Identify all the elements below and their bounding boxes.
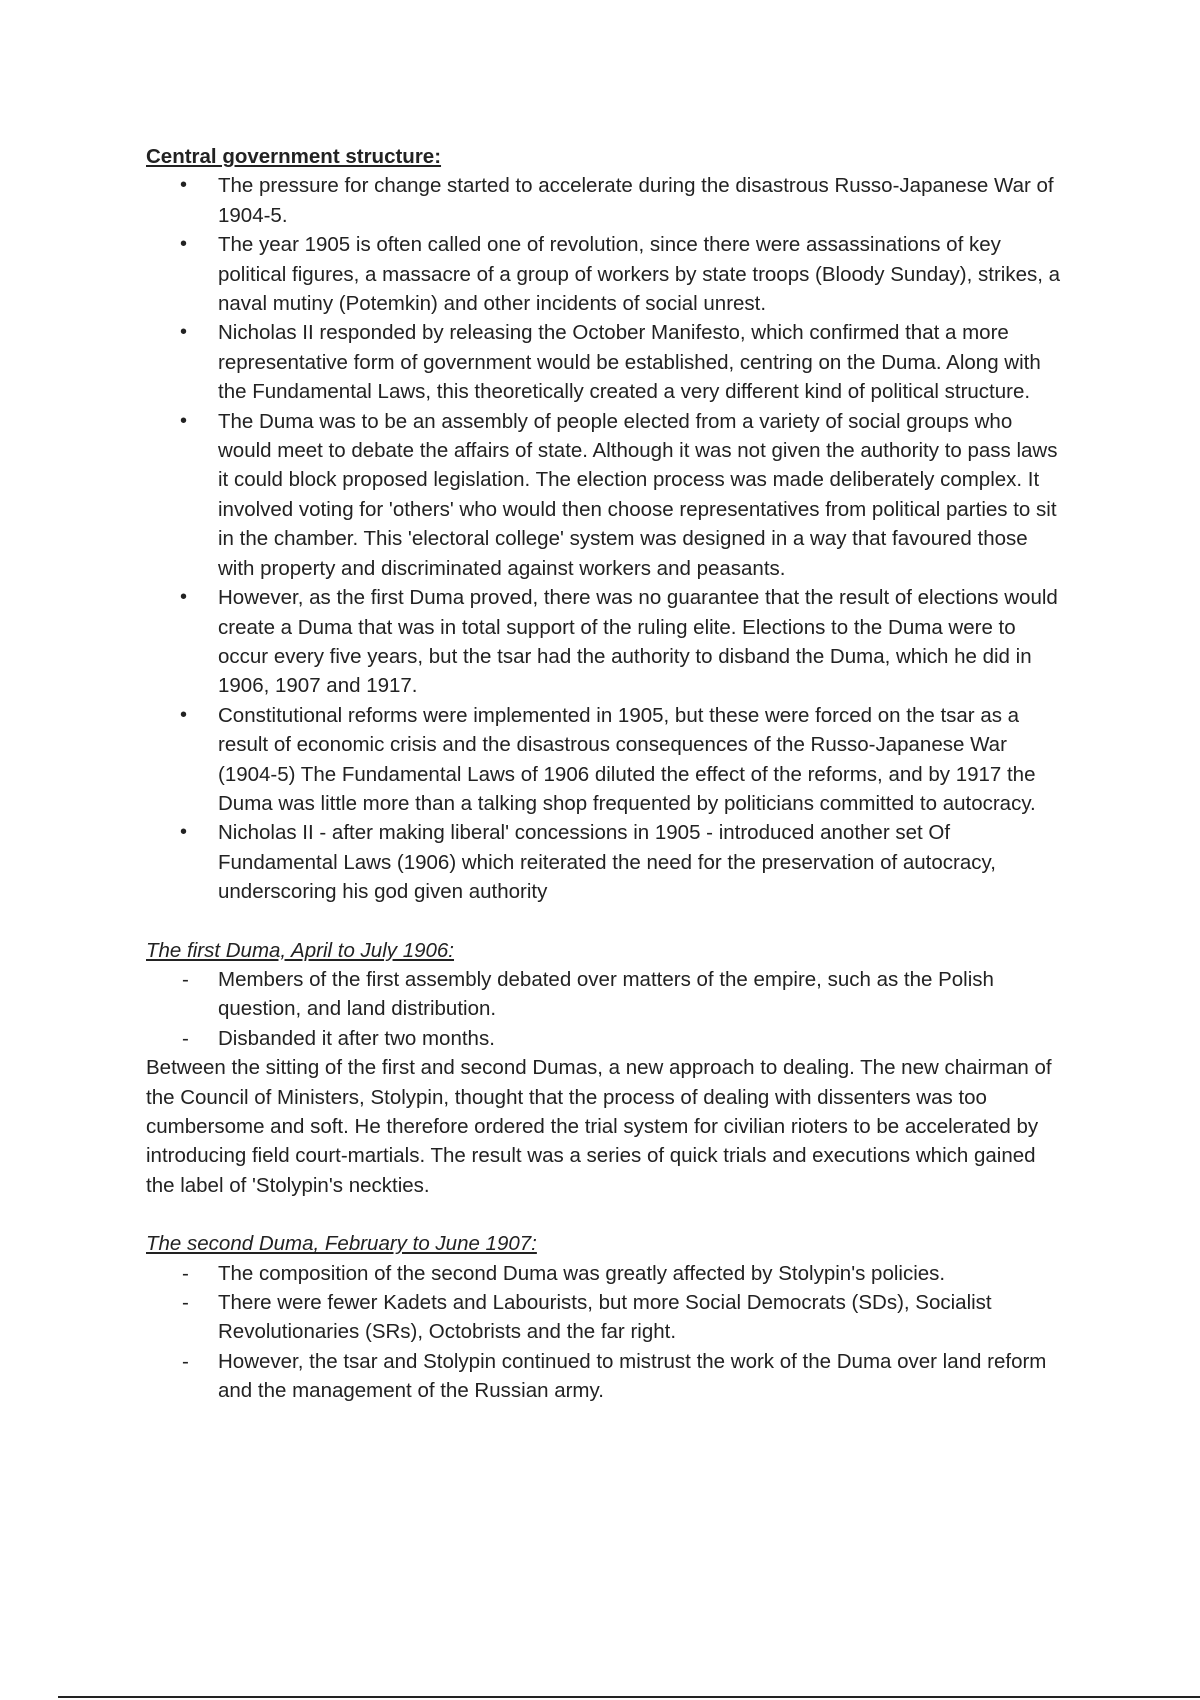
page-bottom-divider	[58, 1696, 1200, 1698]
list-item: • Constitutional reforms were implemented in 1905, but these were forced on the tsar as a result of economic crisis and the disastrous consequences of the Russo-Japanese War (1904-5) The Fundamental Laws of 1906 diluted the effect of the reforms, and by 1917 the Duma was little more than a talking shop frequented by politicians committed to autocracy.	[146, 701, 1066, 819]
list-item: - Members of the first assembly debated over matters of the empire, such as the Polish question, and land distribution.	[146, 965, 1066, 1024]
list-item: • The year 1905 is often called one of revolution, since there were assassinations of key political figures, a massacre of a group of workers by state troops (Bloody Sunday), strikes, a naval mutiny (Potemkin) and other incidents of social unrest.	[146, 230, 1066, 318]
first-duma-list	[146, 965, 1066, 1053]
list-item: • However, as the first Duma proved, there was no guarantee that the result of elections would create a Duma that was in total support of the ruling elite. Elections to the Duma were to occur every five years, but the tsar had the authority to disband the Duma, which he did in 1906, 1907 and 1917.	[146, 583, 1066, 701]
first-duma-heading: The first Duma, April to July 1906:	[146, 938, 455, 962]
second-duma-heading: The second Duma, February to June 1907:	[146, 1232, 537, 1256]
spacer	[146, 907, 1066, 936]
list-item: - Disbanded it after two months.	[146, 1024, 1066, 1053]
document-page	[146, 142, 1066, 1406]
central-government-list	[146, 171, 1066, 906]
second-duma-list	[146, 1259, 1066, 1406]
list-item: • Nicholas II responded by releasing the October Manifesto, which confirmed that a more representative form of government would be established, centring on the Duma. Along with the Fundamental Laws, this theoretically created a very different kind of political structure.	[146, 318, 1066, 406]
list-item: • The Duma was to be an assembly of people elected from a variety of social groups who would meet to debate the affairs of state. Although it was not given the authority to pass laws it could block proposed legislation. The election process was made deliberately complex. It involved voting for 'others' who would then choose representatives from political parties to sit in the chamber. This 'electoral college' system was designed in a way that favoured those with property and discriminated against workers and peasants.	[146, 407, 1066, 583]
list-item: • The pressure for change started to accelerate during the disastrous Russo-Japanese War of 1904-5.	[146, 171, 1066, 230]
list-item: - However, the tsar and Stolypin continued to mistrust the work of the Duma over land reform and the management of the Russian army.	[146, 1347, 1066, 1406]
list-item: - There were fewer Kadets and Labourists, but more Social Democrats (SDs), Socialist Revolutionaries (SRs), Octobrists and the far right.	[146, 1288, 1066, 1347]
central-government-heading: Central government structure:	[146, 145, 442, 168]
list-item: • Nicholas II - after making liberal' concessions in 1905 - introduced another set Of Fundamental Laws (1906) which reiterated the need for the preservation of autocracy, underscoring his god given authority	[146, 818, 1066, 906]
spacer	[146, 1200, 1066, 1229]
first-duma-paragraph: Between the sitting of the first and second Dumas, a new approach to dealing. The new chairman of the Council of Ministers, Stolypin, thought that the process of dealing with dissenters was too cumbersome and soft. He therefore ordered the trial system for civilian rioters to be accelerated by introducing field court-martials. The result was a series of quick trials and executions which gained the label of 'Stolypin's neckties.	[146, 1056, 1052, 1197]
list-item: - The composition of the second Duma was greatly affected by Stolypin's policies.	[146, 1259, 1066, 1288]
